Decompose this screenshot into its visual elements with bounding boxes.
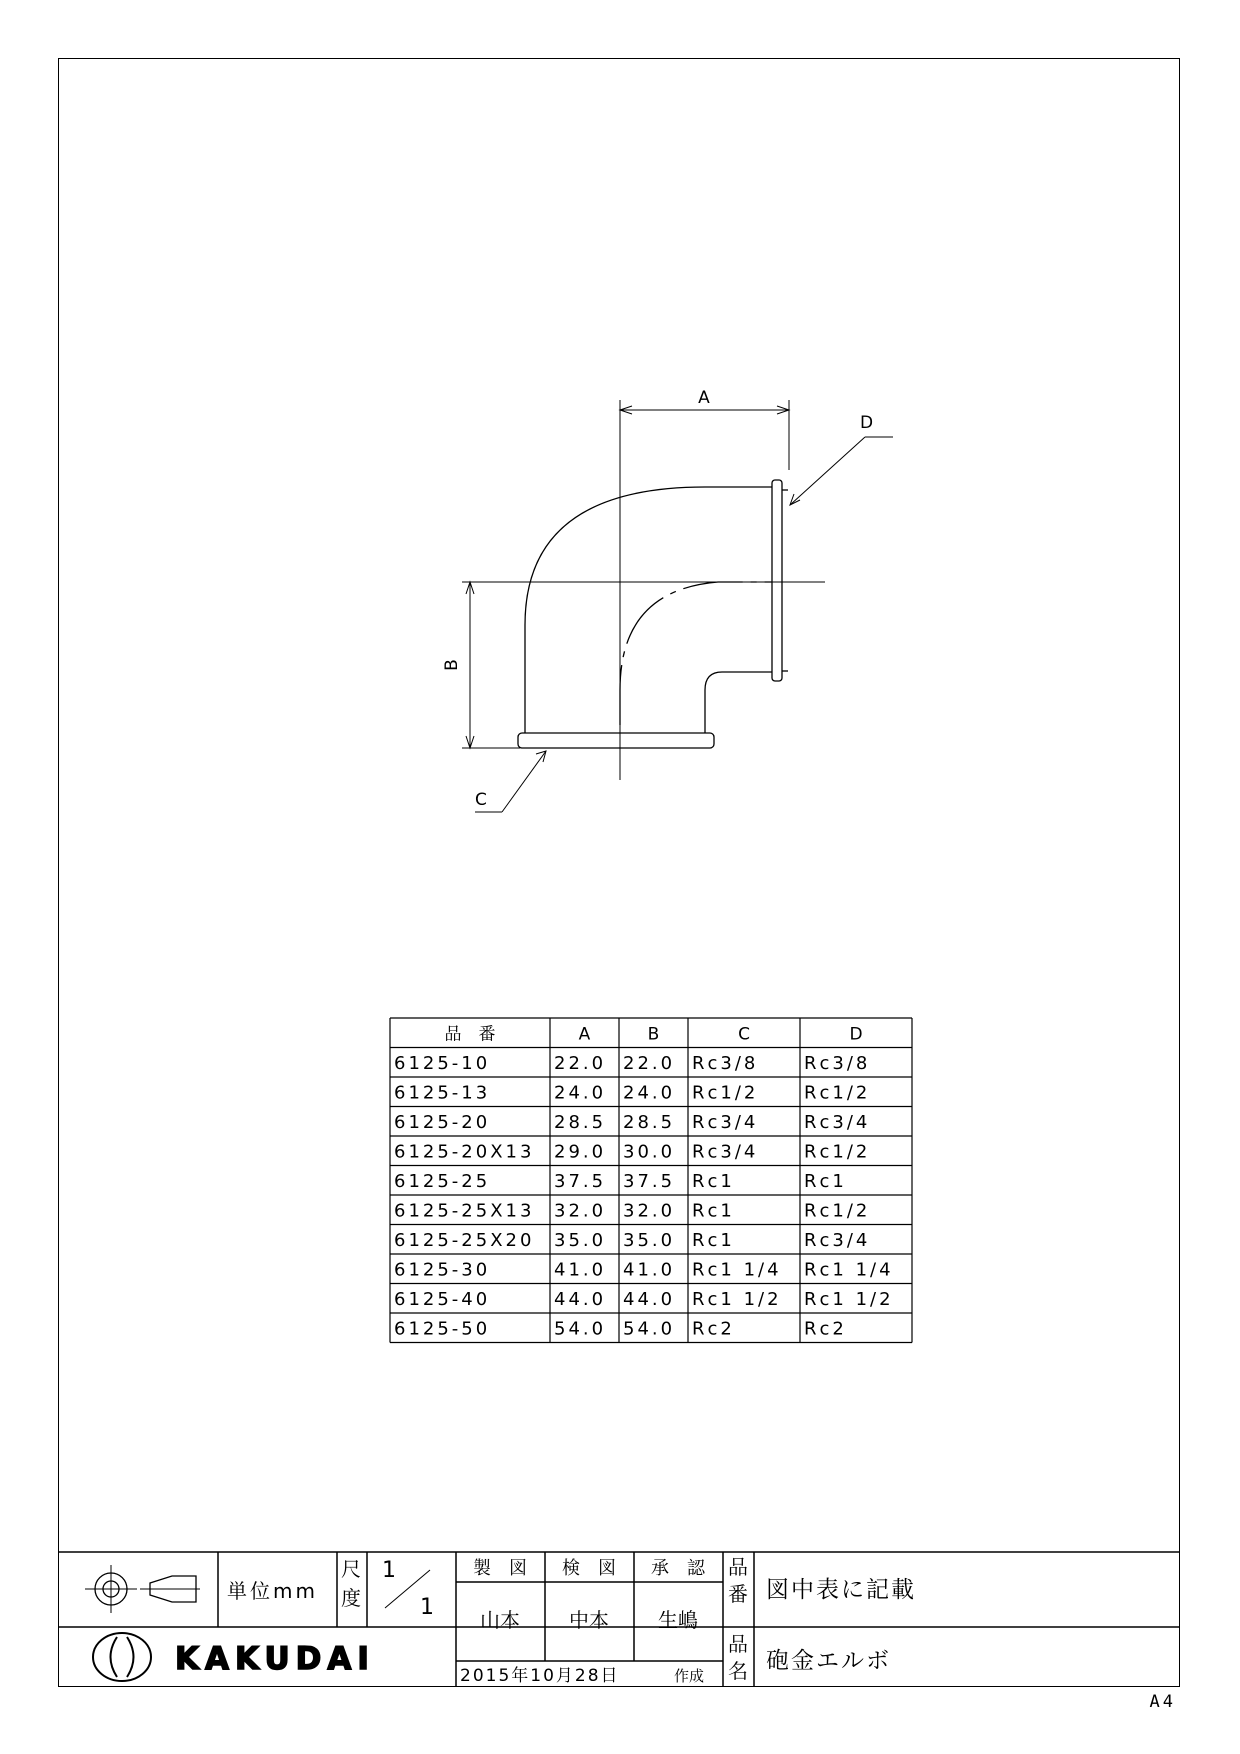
table-header-cell: D xyxy=(849,1024,863,1045)
table-cell: 37.5 xyxy=(554,1171,607,1192)
table-cell: Rc1 1/2 xyxy=(804,1289,894,1310)
table-cell: Rc1 1/4 xyxy=(804,1259,894,1281)
table-cell: 32.0 xyxy=(554,1200,607,1222)
scale-numerator: 1 xyxy=(382,1558,396,1583)
table-cell: Rc2 xyxy=(804,1318,847,1340)
table-cell: 6125-25X20 xyxy=(394,1230,535,1251)
table-cell: Rc3/8 xyxy=(692,1053,759,1074)
table-cell: 6125-20 xyxy=(394,1112,491,1133)
part-no-label-1: 品 xyxy=(728,1555,748,1579)
approved-by: 生嶋 xyxy=(658,1608,698,1632)
table-cell: 37.5 xyxy=(623,1171,676,1192)
table-cell: 6125-50 xyxy=(394,1318,491,1340)
table-cell: Rc1 xyxy=(692,1230,735,1251)
table-cell: Rc1 1/2 xyxy=(692,1289,782,1310)
table-cell: 6125-30 xyxy=(394,1259,491,1281)
table-cell: 44.0 xyxy=(623,1289,676,1310)
table-cell: Rc1/2 xyxy=(804,1200,871,1222)
table-cell: Rc1/2 xyxy=(804,1082,871,1104)
elbow-outer-contour xyxy=(525,487,772,725)
kakudai-logo-icon xyxy=(93,1633,151,1681)
table-cell: Rc3/4 xyxy=(692,1141,759,1163)
projection-symbol-icon xyxy=(85,1565,200,1613)
scale-label-1: 尺 xyxy=(341,1557,361,1581)
elbow-inner-contour xyxy=(705,672,772,725)
drawn-header: 製 図 xyxy=(473,1558,527,1579)
part-name-label-1: 品 xyxy=(728,1632,748,1656)
table-cell: Rc1 1/4 xyxy=(692,1259,782,1281)
table-header-cell: B xyxy=(647,1024,660,1045)
dimension-a xyxy=(620,400,789,470)
hidden-thread-line xyxy=(620,582,772,725)
table-cell: 28.5 xyxy=(623,1112,676,1133)
drawn-by: 山本 xyxy=(480,1608,520,1632)
table-cell: 6125-20X13 xyxy=(394,1141,535,1163)
dim-label-a: A xyxy=(698,388,710,408)
table-cell: 41.0 xyxy=(623,1259,676,1281)
table-cell: 6125-13 xyxy=(394,1082,491,1104)
table-cell: Rc3/4 xyxy=(692,1112,759,1133)
table-header-cell: 品 番 xyxy=(444,1024,496,1045)
dim-label-c: C xyxy=(475,790,487,810)
table-cell: 44.0 xyxy=(554,1289,607,1310)
table-cell: Rc1/2 xyxy=(804,1141,871,1163)
table-cell: Rc3/4 xyxy=(804,1112,871,1133)
creation-date-suffix: 作成 xyxy=(674,1667,705,1685)
table-cell: 29.0 xyxy=(554,1141,607,1163)
table-cell: 54.0 xyxy=(554,1318,607,1340)
approved-header: 承 認 xyxy=(651,1558,705,1579)
part-no-value: 図中表に記載 xyxy=(766,1577,916,1603)
table-cell: 6125-10 xyxy=(394,1053,491,1074)
table-cell: 22.0 xyxy=(623,1053,676,1074)
creation-date: 2015年10月28日 xyxy=(460,1666,620,1686)
table-cell: Rc1/2 xyxy=(692,1082,759,1104)
table-cell: 6125-40 xyxy=(394,1289,491,1310)
table-cell: Rc2 xyxy=(692,1318,735,1340)
flange-c xyxy=(518,733,714,748)
table-cell: 6125-25 xyxy=(394,1171,491,1192)
table-cell: Rc1 xyxy=(804,1171,847,1192)
table-header-cell: A xyxy=(578,1024,591,1045)
dim-label-d: D xyxy=(860,413,874,433)
table-cell: 32.0 xyxy=(623,1200,676,1222)
leader-d xyxy=(790,437,893,505)
dimension-table xyxy=(390,1018,912,1343)
table-cell: 30.0 xyxy=(623,1141,676,1163)
table-cell: 28.5 xyxy=(554,1112,607,1133)
checked-header: 検 図 xyxy=(562,1558,616,1579)
table-cell: 24.0 xyxy=(554,1082,607,1104)
logo-text: KAKUDAI xyxy=(175,1641,375,1677)
part-name-label-2: 名 xyxy=(728,1659,748,1683)
dim-label-b: B xyxy=(442,659,462,671)
table-cell: 54.0 xyxy=(623,1318,676,1340)
table-cell: Rc3/4 xyxy=(804,1230,871,1251)
part-name-value: 砲金エルボ xyxy=(766,1648,891,1674)
checked-by: 中本 xyxy=(569,1608,609,1632)
table-cell: 41.0 xyxy=(554,1259,607,1281)
scale-denominator: 1 xyxy=(420,1595,434,1620)
table-cell: Rc1 xyxy=(692,1171,735,1192)
table-cell: Rc3/8 xyxy=(804,1053,871,1074)
unit-label: 単位mm xyxy=(227,1579,318,1603)
flange-d xyxy=(772,480,782,681)
sheet-size: A4 xyxy=(1149,1692,1176,1712)
table-cell: Rc1 xyxy=(692,1200,735,1222)
scale-label-2: 度 xyxy=(341,1586,361,1610)
table-cell: 35.0 xyxy=(554,1230,607,1251)
dimension-b xyxy=(462,582,520,748)
table-cell: 24.0 xyxy=(623,1082,676,1104)
elbow-fitting-drawing xyxy=(518,480,788,748)
table-header-cell: C xyxy=(738,1024,750,1045)
table-cell: 35.0 xyxy=(623,1230,676,1251)
part-no-label-2: 番 xyxy=(728,1582,748,1606)
centre-lines xyxy=(462,400,825,780)
table-cell: 22.0 xyxy=(554,1053,607,1074)
table-cell: 6125-25X13 xyxy=(394,1200,535,1222)
